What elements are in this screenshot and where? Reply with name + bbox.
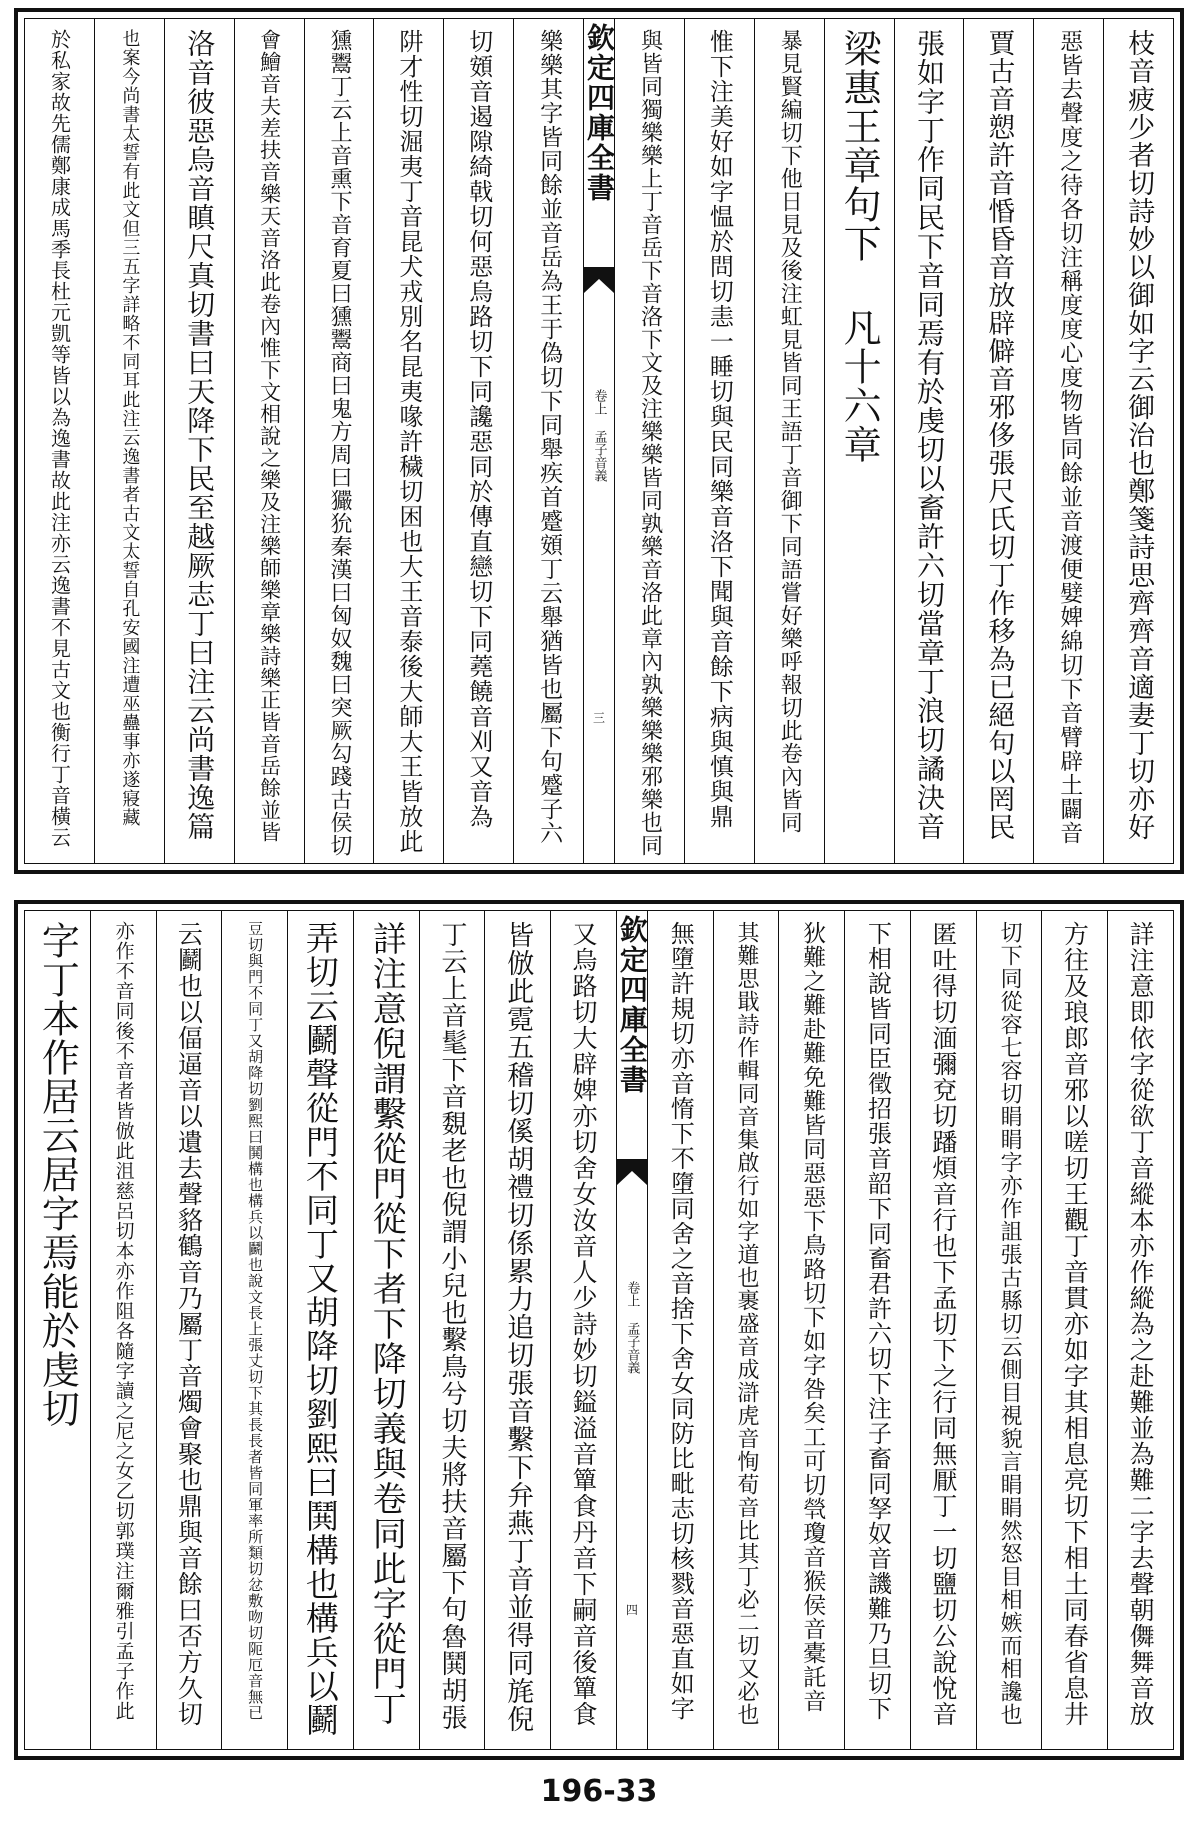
fish-tail-mark-icon <box>617 1159 647 1185</box>
text-column <box>647 911 713 1749</box>
gutter-page-number: 三 <box>592 711 606 725</box>
column-text: 亦作不音同後不音者皆倣此沮慈呂切本亦作阻各隨字讀之尼之女乙切郭璞注爾雅引孟子作此 <box>112 921 135 1721</box>
text-column <box>1041 911 1107 1749</box>
text-column <box>443 19 513 863</box>
column-text: 字丁本作居云居字焉能於虔切 <box>35 921 80 1428</box>
text-column <box>234 19 304 863</box>
center-gutter <box>583 19 614 863</box>
column-text: 切下同從容七容切睊睊字亦作詛張古縣切云側目視貌言睊睊然怒目相嫉而相讒也 <box>997 921 1023 1726</box>
top-page-frame <box>24 18 1174 864</box>
chapter-heading: 梁惠王章句下 凡十六章 <box>837 29 882 464</box>
text-column <box>684 19 754 863</box>
text-column <box>844 911 910 1749</box>
column-text: 獯鬻丁云上音熏下音育夏曰獯鬻商曰鬼方周曰玁狁秦漢曰匈奴魏曰突厥勾踐古侯切 <box>326 29 352 857</box>
column-text: 暴見賢編切下他日見及後注虹見皆同王語丁音御下同語嘗好樂呼報切此卷內皆同 <box>777 29 803 834</box>
column-text: 皆倣此霓五稽切傒胡禮切係累力追切張音繫下弁燕丁音並得同旄倪 <box>502 921 534 1733</box>
bottom-page-frame <box>24 910 1174 1750</box>
column-text: 阱才性切淈夷丁音昆犬戎別名昆夷喙許穢切困也大王音泰後大師大王皆放此 <box>394 29 423 854</box>
text-column <box>1103 19 1173 863</box>
column-text: 詳注意即依字從欲丁音縱本亦作縱為之赴難並為難二字去聲朝儛舞音放 <box>1126 921 1156 1727</box>
text-column <box>25 19 94 863</box>
column-text: 與皆同獨樂樂上丁音岳下音洛下文及注樂樂皆同孰樂音洛此章內孰樂樂樂邪樂也同 <box>637 29 663 857</box>
text-column <box>754 19 824 863</box>
center-gutter <box>616 911 647 1749</box>
text-column <box>94 19 164 863</box>
fish-tail-mark-icon <box>584 267 614 293</box>
page-label: 196-33 <box>540 1774 658 1809</box>
text-column <box>1033 19 1103 863</box>
book-title: 欽定四庫全書 <box>615 915 649 1095</box>
column-text: 詳注意倪謂繫從門從下者下降切義與卷同此字從門丁 <box>366 921 407 1726</box>
column-text: 無墮許規切亦音惰下不墮同舍之音捨下舍女同防比毗志切核戮音惡直如字 <box>666 921 695 1721</box>
column-text: 切頞音遏隙綺戟切何惡烏路切下同讒惡同於傳直戀切下同蕘饒音刈又音為 <box>464 29 493 829</box>
column-text: 匿吐得切湎彌兗切蹯煩音行也下孟切下之行同無厭丁一切鹽切公說悅音 <box>928 921 958 1727</box>
column-text: 樂樂其字皆同餘並音岳為王于偽切下同舉疾首蹙頞丁云舉猶皆也屬下句蹙子六 <box>536 29 563 845</box>
column-text: 狄難之難赴難免難皆同惡惡下鳥路切下如字咎矣工可切煢瓊音猴侯音橐託音 <box>799 921 826 1713</box>
volume-label: 卷上 孟子音義 <box>591 389 607 482</box>
text-column <box>304 19 374 863</box>
gutter-page-number: 四 <box>625 1603 638 1617</box>
bottom-text-columns <box>25 911 1173 1749</box>
column-text: 下相說皆同臣徵招張音韶下同畜君許六切下注子畜同孥奴音譏難乃旦切下 <box>863 921 892 1721</box>
column-text: 丁云上音髦下音覣老也倪謂小兒也繫鳥兮切夫將扶音屬下句魯鬨胡張 <box>436 921 467 1731</box>
text-column <box>778 911 844 1749</box>
text-column <box>156 911 222 1749</box>
column-text: 賈古音愬許音惛昏音放辟僻音邪侈張尺氏切丁作移為已絕句以罔民 <box>983 29 1015 841</box>
text-column <box>25 911 90 1749</box>
column-text: 張如字丁作同民下音同焉有於虔切以畜許六切當章丁浪切譎決音 <box>912 29 946 841</box>
column-text: 方往及琅郎音邪以嗟切王觀丁音貫亦如字其相息亮切下相土同春省息井 <box>1060 921 1090 1727</box>
text-column <box>976 911 1042 1749</box>
column-text: 會鱠音夫差扶音樂天音洛此卷內惟下文相說之樂及注樂師樂章樂詩樂正皆音岳餘並皆 <box>257 29 282 843</box>
text-column <box>164 19 234 863</box>
column-text: 其難思戢詩作輯同音集啟行如字道也裹盛音成滸虎音恂荀音比其丁必二切又必也 <box>734 921 760 1726</box>
text-column <box>614 19 684 863</box>
text-column <box>484 911 550 1749</box>
chapter-heading-column <box>824 19 894 863</box>
column-text: 豆切與門不同丁又胡降切劉熙曰鬨構也構兵以鬬也說文長上張丈切下其長長者皆同軍率所類切忿敷吻切阨厄音無已 <box>246 921 265 1721</box>
top-page-panel <box>14 8 1184 874</box>
text-column <box>287 911 353 1749</box>
column-text: 云鬬也以偪逼音以遺去聲貉鶴音乃屬丁音燭會聚也鼎與音餘曰否方久切 <box>174 921 204 1727</box>
text-column <box>513 19 583 863</box>
column-text: 於私家故先儒鄭康成馬季長杜元凱等皆以為逸書故此注亦云逸書不見古文也衡行丁音橫云 <box>47 29 72 848</box>
top-text-columns <box>25 19 1173 863</box>
text-column <box>963 19 1033 863</box>
bottom-page-panel <box>14 900 1184 1760</box>
text-column <box>419 911 485 1749</box>
column-text: 又烏路切大辟婢亦切舍女汝音人少詩妙切鎰溢音簞食丹音下嗣音後簞食 <box>568 921 598 1727</box>
text-column <box>353 911 419 1749</box>
column-text: 惡皆去聲度之待各切注稱度度心度物皆同餘並音渡便嬖婢綿切下音臂辟土闢音 <box>1056 29 1083 845</box>
text-column <box>713 911 779 1749</box>
column-text: 枝音疲少者切詩妙以御如字云御治也鄭箋詩思齊齊音適妻丁切亦好 <box>1123 29 1155 841</box>
text-column <box>910 911 976 1749</box>
text-column <box>550 911 616 1749</box>
column-text: 弄切云鬬聲從門不同丁又胡降切劉熙曰鬨構也構兵以鬬 <box>300 921 340 1737</box>
text-column <box>1107 911 1173 1749</box>
column-text: 也案今尚書太誓有此文但三五字詳略不同耳此注云逸書者古文太誓自孔安國注遭巫蠱事亦遂寢藏 <box>119 29 141 827</box>
column-text: 惟下注美好如字愠於問切恚一睡切與民同樂音洛下聞與音餘下病與慎與鼎 <box>705 29 734 829</box>
volume-label: 卷上 孟子音義 <box>624 1281 640 1374</box>
book-title: 欽定四庫全書 <box>583 23 616 203</box>
text-column <box>373 19 443 863</box>
text-column <box>894 19 964 863</box>
text-column <box>221 911 287 1749</box>
column-text: 洛音彼惡烏音瞋尺真切書曰天降下民至越厥志丁曰注云尚書逸篇 <box>183 29 217 841</box>
text-column <box>90 911 156 1749</box>
